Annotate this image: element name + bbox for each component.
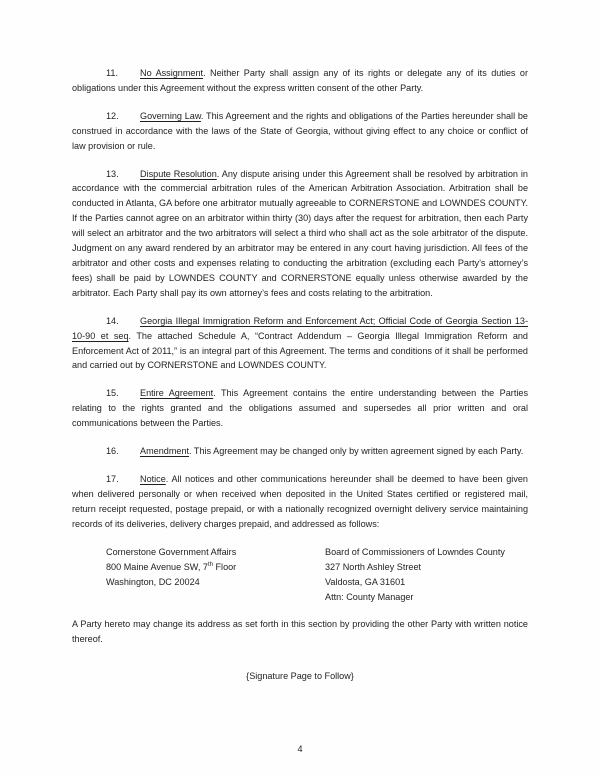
paragraph-15 xyxy=(72,386,528,431)
paragraph-13 xyxy=(72,167,528,301)
address-attention: Attn: County Manager xyxy=(325,592,414,603)
paragraph-11 xyxy=(72,66,528,96)
paragraph-body: . This Agreement may be changed only by written agreement signed by each Party. xyxy=(189,446,524,457)
paragraph-16 xyxy=(72,444,528,459)
paragraph-body: . Any dispute arising under this Agreement shall be resolved by arbitration in accordance with the commercial arbitration rules of the American Arbitration Association. Arbitration shall be conducted in Atlanta, GA before one arbitrator mutually agreeable to CORNERSTONE and LOWNDES COUNTY. If the Parties cannot agree on an arbitrator within thirty (30) days after the request for arbitration, then each Party will select an arbitrator and the two arbitrators will select a third who shall act as the sole arbitrator of the dispute. Judgment on any award rendered by an arbitrator may be entered in any court having jurisdiction. All fees of the arbitrator and other costs and expenses relating to conducting the arbitration (excluding each Party’s attorney’s fees) shall be paid by LOWNDES COUNTY and CORNERSTONE equally unless otherwise awarded by the arbitrator. Each Party shall pay its own attorney’s fees and costs relating to the arbitration. xyxy=(72,168,528,298)
paragraph-heading: Governing Law xyxy=(140,110,201,121)
paragraph-12 xyxy=(72,109,528,154)
address-cornerstone xyxy=(106,545,325,606)
paragraph-body: . This Agreement and the rights and obligations of the Parties hereunder shall be construed in accordance with the laws of the State of Georgia, without giving effect to any choice or conflict of law provision or rule. xyxy=(72,110,528,151)
closing-paragraph: A Party hereto may change its address as set forth in this section by providing the other Party with written notice thereof. xyxy=(72,619,528,645)
paragraph-heading: No Assignment xyxy=(140,68,204,78)
address-city-state-zip: Washington, DC 20024 xyxy=(106,576,200,587)
paragraph-heading: Dispute Resolution xyxy=(140,168,217,179)
paragraph-body: . Neither Party shall assign any of its rights or delegate any of its duties or obligations under this Agreement without the express written consent of the other Party. xyxy=(72,68,528,93)
paragraph-number: 14. xyxy=(106,315,119,326)
paragraph-body: . All notices and other communications hereunder shall be deemed to have been given when delivered personally or when received when deposited in the United States certified or registered mail, return receipt requested, postage prepaid, or with a nationally recognized overnight delivery service maintaining records of its deliveries, delivery charges prepaid, and addressed as follows: xyxy=(72,473,528,529)
address-city-state-zip: Valdosta, GA 31601 xyxy=(325,576,406,587)
notice-address-block xyxy=(72,545,528,606)
paragraph-heading: Amendment xyxy=(140,446,190,457)
address-street xyxy=(106,560,325,575)
paragraph-heading: Entire Agreement xyxy=(140,388,214,399)
address-street: 327 North Ashley Street xyxy=(325,561,422,572)
paragraph-number: 13. xyxy=(106,168,119,179)
paragraph-number: 17. xyxy=(106,473,119,484)
paragraph-body: . This Agreement contains the entire understanding between the Parties relating to the rights granted and the obligations assumed and supersedes all prior written and oral communications between the Parties. xyxy=(72,388,528,429)
paragraph-number: 12. xyxy=(106,110,119,121)
paragraph-heading: Georgia Illegal Immigration Reform and Enforcement Act; Official Code of Georgia Section 13-10-90 et seq xyxy=(72,315,528,341)
paragraph-body: . The attached Schedule A, “Contract Addendum – Georgia Illegal Immigration Reform and Enforcement Act of 2011,” is an integral part of this Agreement. The terms and conditions of it shall be performed and carried out by CORNERSTONE and LOWNDES COUNTY. xyxy=(72,330,528,371)
address-street-ordinal: th xyxy=(207,561,213,568)
address-street-pre: 800 Maine Avenue SW, 7 xyxy=(106,561,208,572)
page-number: 4 xyxy=(297,744,303,754)
paragraph-number: 11. xyxy=(106,68,118,78)
address-street-post: Floor xyxy=(212,561,237,572)
address-name: Board of Commissioners of Lowndes County xyxy=(325,546,505,557)
paragraph-number: 15. xyxy=(106,388,119,399)
paragraph-heading: Notice xyxy=(140,473,166,484)
address-name: Cornerstone Government Affairs xyxy=(106,546,237,557)
paragraph-14 xyxy=(72,314,528,374)
paragraph-number: 16. xyxy=(106,446,119,457)
paragraph-17 xyxy=(72,472,528,532)
signature-page-note: {Signature Page to Follow} xyxy=(246,671,354,682)
address-lowndes-county xyxy=(325,545,528,606)
